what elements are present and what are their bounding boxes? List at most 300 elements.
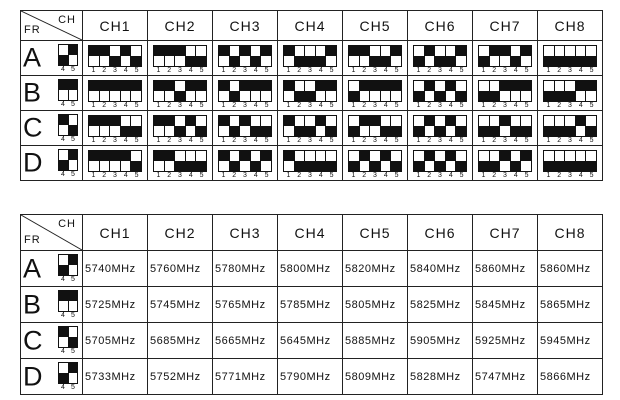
- switch-slot: [59, 150, 68, 170]
- switch-slot: [154, 46, 164, 66]
- dip-setting-cell: [278, 111, 343, 146]
- switch-slot: [499, 151, 510, 171]
- switch-number: 1: [351, 172, 356, 179]
- switch-slot: [369, 116, 380, 136]
- switch-numbers: [88, 172, 142, 180]
- dip-setting-cell: [473, 41, 538, 76]
- switch-slot: [219, 46, 229, 66]
- frequency-cell: 5752MHz: [148, 359, 213, 395]
- switch-slot: [68, 150, 78, 170]
- switch-number: 2: [427, 102, 432, 109]
- switch-slot: [544, 81, 554, 101]
- dip-channel-header: CH3: [213, 11, 278, 41]
- switch-number: 3: [113, 102, 117, 109]
- switch-slot: [99, 81, 110, 101]
- switch-number: 5: [71, 171, 75, 178]
- switch-number: 4: [61, 312, 65, 319]
- freq-channel-header: CH5: [343, 215, 408, 251]
- dip-band-row: [21, 111, 603, 146]
- switch-slot: [120, 116, 131, 136]
- switch-numbers: [413, 172, 467, 180]
- switch-number: 5: [264, 102, 269, 109]
- switch-number: 2: [557, 172, 562, 179]
- switch-number: 1: [156, 67, 161, 74]
- switch-number: 3: [113, 172, 117, 179]
- switch-number: 5: [329, 137, 334, 144]
- switch-cells: [478, 80, 532, 102]
- switch-numbers: [153, 102, 207, 110]
- dip-setting-cell: [343, 146, 408, 181]
- switch-number: 1: [481, 67, 486, 74]
- switch-cells: [58, 254, 78, 276]
- switch-slot: [575, 116, 586, 136]
- switch-number: 2: [492, 172, 497, 179]
- switch-slot: [174, 151, 185, 171]
- switch-slot: [304, 151, 315, 171]
- dip-header-row: [21, 11, 603, 41]
- switch-number: 3: [568, 102, 572, 109]
- dip-switch-icon: [88, 45, 142, 75]
- switch-number: 2: [297, 102, 302, 109]
- switch-number: 3: [438, 137, 442, 144]
- switch-number: 3: [438, 102, 442, 109]
- switch-slot: [499, 46, 510, 66]
- switch-slot: [564, 151, 575, 171]
- switch-number: 5: [71, 312, 75, 319]
- switch-number: 4: [61, 66, 65, 73]
- switch-slot: [219, 116, 229, 136]
- switch-slot: [130, 81, 141, 101]
- switch-number: 2: [232, 137, 237, 144]
- dip-switch-icon: [413, 150, 467, 180]
- frequency-cell: 5925MHz: [473, 323, 538, 359]
- dip-switch-icon: [218, 115, 272, 145]
- switch-number: 2: [232, 67, 237, 74]
- freq-band-row: [21, 323, 603, 359]
- switch-number: 2: [492, 137, 497, 144]
- switch-slot: [390, 46, 401, 66]
- switch-number: 5: [394, 67, 399, 74]
- switch-slot: [185, 151, 196, 171]
- switch-cells: [413, 150, 467, 172]
- dip-switch-icon: [543, 80, 597, 110]
- band-letter: C: [23, 112, 43, 143]
- switch-slot: [390, 116, 401, 136]
- switch-number: 4: [383, 172, 388, 179]
- switch-number: 5: [524, 102, 529, 109]
- switch-number: 4: [61, 276, 65, 283]
- switch-cells: [543, 80, 597, 102]
- switch-slot: [489, 116, 500, 136]
- switch-numbers: [543, 102, 597, 110]
- switch-slot: [89, 151, 99, 171]
- dip-band-row: [21, 41, 603, 76]
- band-cell: [21, 111, 83, 146]
- switch-number: 5: [264, 172, 269, 179]
- switch-number: 1: [221, 102, 226, 109]
- band-dip-switch-icon: [58, 254, 78, 284]
- switch-slot: [260, 151, 271, 171]
- frequency-cell: 5845MHz: [473, 287, 538, 323]
- dip-setting-cell: [148, 111, 213, 146]
- switch-number: 2: [102, 102, 107, 109]
- switch-slot: [315, 151, 326, 171]
- switch-slot: [349, 46, 359, 66]
- frequency-cell: 5725MHz: [83, 287, 148, 323]
- dip-switch-icon: [153, 45, 207, 75]
- switch-cells: [478, 150, 532, 172]
- switch-number: 3: [438, 67, 442, 74]
- switch-slot: [68, 115, 78, 135]
- switch-cells: [153, 150, 207, 172]
- switch-number: 3: [243, 67, 247, 74]
- switch-number: 4: [513, 137, 518, 144]
- switch-number: 2: [102, 172, 107, 179]
- switch-number: 2: [232, 172, 237, 179]
- switch-slot: [130, 116, 141, 136]
- dip-setting-cell: [408, 111, 473, 146]
- dip-switch-icon: [283, 150, 337, 180]
- switch-number: 2: [102, 137, 107, 144]
- frequency-cell: 5800MHz: [278, 251, 343, 287]
- switch-slot: [479, 151, 489, 171]
- switch-slot: [59, 115, 68, 135]
- band-dip-switch-icon: [58, 326, 78, 356]
- switch-numbers: [283, 137, 337, 145]
- switch-slot: [445, 116, 456, 136]
- switch-slot: [499, 116, 510, 136]
- switch-slot: [585, 116, 596, 136]
- switch-slot: [99, 46, 110, 66]
- switch-number: 3: [373, 172, 377, 179]
- switch-number: 5: [199, 102, 204, 109]
- switch-number: 4: [253, 172, 258, 179]
- frequency-cell: 5820MHz: [343, 251, 408, 287]
- dip-switch-icon: [283, 115, 337, 145]
- switch-numbers: [58, 348, 78, 356]
- switch-number: 5: [394, 102, 399, 109]
- switch-slot: [575, 151, 586, 171]
- switch-number: 1: [91, 172, 96, 179]
- freq-channel-header: CH1: [83, 215, 148, 251]
- switch-slot: [414, 151, 424, 171]
- switch-slot: [414, 46, 424, 66]
- band-cell: [21, 251, 83, 287]
- switch-cells: [543, 150, 597, 172]
- frequency-cell: 5785MHz: [278, 287, 343, 323]
- switch-number: 1: [221, 172, 226, 179]
- switch-cells: [218, 150, 272, 172]
- switch-number: 3: [568, 137, 572, 144]
- switch-numbers: [543, 137, 597, 145]
- switch-number: 4: [318, 67, 323, 74]
- switch-numbers: [348, 137, 402, 145]
- switch-cells: [348, 45, 402, 67]
- switch-cells: [283, 150, 337, 172]
- band-cell: [21, 76, 83, 111]
- switch-slot: [68, 327, 78, 347]
- switch-number: 5: [394, 137, 399, 144]
- freq-channel-header: CH6: [408, 215, 473, 251]
- switch-number: 3: [308, 172, 312, 179]
- switch-number: 4: [383, 137, 388, 144]
- switch-numbers: [283, 102, 337, 110]
- switch-numbers: [413, 137, 467, 145]
- dip-switch-icon: [478, 45, 532, 75]
- band-cell: [21, 287, 83, 323]
- switch-number: 3: [503, 137, 507, 144]
- switch-number: 4: [123, 137, 128, 144]
- switch-number: 5: [589, 67, 594, 74]
- dip-switch-table: [20, 10, 603, 181]
- band-letter: B: [23, 77, 42, 108]
- switch-slot: [164, 81, 175, 101]
- switch-slot: [250, 81, 261, 101]
- switch-slot: [109, 46, 120, 66]
- switch-number: 1: [286, 172, 291, 179]
- switch-cells: [88, 80, 142, 102]
- switch-number: 4: [61, 101, 65, 108]
- switch-slot: [229, 151, 240, 171]
- switch-number: 4: [448, 102, 453, 109]
- dip-switch-icon: [153, 80, 207, 110]
- switch-number: 5: [264, 67, 269, 74]
- switch-slot: [68, 291, 78, 311]
- switch-numbers: [543, 67, 597, 75]
- switch-number: 2: [167, 137, 172, 144]
- switch-slot: [185, 116, 196, 136]
- dip-switch-icon: [348, 45, 402, 75]
- switch-slot: [325, 81, 336, 101]
- band-dip-switch-icon: [58, 44, 78, 74]
- switch-number: 5: [71, 276, 75, 283]
- switch-slot: [250, 116, 261, 136]
- switch-number: 2: [362, 137, 367, 144]
- switch-slot: [315, 81, 326, 101]
- ch-label: CH: [58, 218, 76, 230]
- switch-number: 5: [134, 172, 139, 179]
- switch-slot: [120, 81, 131, 101]
- switch-cells: [413, 115, 467, 137]
- dip-setting-cell: [408, 76, 473, 111]
- switch-slot: [585, 81, 596, 101]
- switch-number: 2: [362, 67, 367, 74]
- switch-slot: [294, 46, 305, 66]
- switch-number: 4: [253, 67, 258, 74]
- band-letter: C: [23, 325, 43, 355]
- switch-slot: [294, 116, 305, 136]
- switch-number: 4: [578, 67, 583, 74]
- switch-number: 1: [416, 137, 421, 144]
- switch-numbers: [58, 171, 78, 179]
- switch-cells: [348, 80, 402, 102]
- switch-slot: [304, 46, 315, 66]
- switch-number: 4: [123, 102, 128, 109]
- switch-slot: [239, 81, 250, 101]
- switch-numbers: [58, 136, 78, 144]
- frequency-cell: 5805MHz: [343, 287, 408, 323]
- switch-number: 3: [243, 137, 247, 144]
- switch-number: 3: [243, 172, 247, 179]
- freq-band-row: [21, 251, 603, 287]
- dip-channel-header: CH4: [278, 11, 343, 41]
- band-letter: D: [23, 361, 43, 391]
- dip-switch-icon: [88, 80, 142, 110]
- switch-cells: [283, 115, 337, 137]
- switch-slot: [520, 81, 531, 101]
- switch-cells: [58, 290, 78, 312]
- switch-number: 4: [513, 102, 518, 109]
- switch-slot: [520, 116, 531, 136]
- fr-label: FR: [24, 24, 41, 36]
- switch-slot: [349, 116, 359, 136]
- switch-number: 4: [253, 137, 258, 144]
- frequency-table: [20, 214, 603, 395]
- switch-number: 4: [61, 348, 65, 355]
- switch-slot: [174, 116, 185, 136]
- dip-switch-icon: [543, 115, 597, 145]
- switch-number: 3: [503, 172, 507, 179]
- switch-number: 4: [383, 67, 388, 74]
- freq-corner-cell: [21, 215, 83, 251]
- switch-numbers: [413, 102, 467, 110]
- switch-number: 5: [459, 137, 464, 144]
- switch-number: 4: [188, 67, 193, 74]
- switch-number: 2: [167, 67, 172, 74]
- switch-slot: [359, 116, 370, 136]
- switch-number: 2: [492, 102, 497, 109]
- switch-number: 5: [459, 172, 464, 179]
- switch-cells: [218, 80, 272, 102]
- switch-slot: [174, 46, 185, 66]
- dip-setting-cell: [148, 41, 213, 76]
- switch-numbers: [478, 137, 532, 145]
- switch-number: 1: [416, 67, 421, 74]
- switch-cells: [348, 150, 402, 172]
- switch-number: 5: [329, 172, 334, 179]
- switch-slot: [164, 151, 175, 171]
- switch-numbers: [478, 67, 532, 75]
- dip-setting-cell: [83, 76, 148, 111]
- switch-number: 1: [156, 172, 161, 179]
- switch-slot: [359, 151, 370, 171]
- dip-switch-icon: [478, 115, 532, 145]
- dip-setting-cell: [408, 146, 473, 181]
- frequency-cell: 5733MHz: [83, 359, 148, 395]
- dip-setting-cell: [213, 41, 278, 76]
- switch-slot: [130, 151, 141, 171]
- switch-slot: [544, 46, 554, 66]
- switch-number: 5: [134, 137, 139, 144]
- switch-number: 4: [318, 137, 323, 144]
- dip-switch-icon: [413, 80, 467, 110]
- switch-slot: [479, 46, 489, 66]
- switch-number: 4: [383, 102, 388, 109]
- switch-slot: [284, 46, 294, 66]
- switch-slot: [59, 255, 68, 275]
- switch-slot: [99, 151, 110, 171]
- dip-setting-cell: [538, 76, 603, 111]
- switch-slot: [239, 46, 250, 66]
- switch-number: 4: [253, 102, 258, 109]
- switch-number: 4: [61, 171, 65, 178]
- switch-slot: [109, 116, 120, 136]
- switch-number: 5: [329, 102, 334, 109]
- switch-number: 4: [578, 137, 583, 144]
- switch-slot: [304, 81, 315, 101]
- dip-setting-cell: [148, 76, 213, 111]
- switch-number: 2: [557, 102, 562, 109]
- switch-number: 5: [71, 348, 75, 355]
- switch-number: 1: [286, 102, 291, 109]
- switch-slot: [130, 46, 141, 66]
- switch-slot: [489, 151, 500, 171]
- switch-number: 5: [199, 172, 204, 179]
- dip-channel-header: CH8: [538, 11, 603, 41]
- switch-slot: [575, 46, 586, 66]
- switch-number: 3: [438, 172, 442, 179]
- switch-slot: [510, 46, 521, 66]
- switch-slot: [185, 81, 196, 101]
- dip-setting-cell: [473, 146, 538, 181]
- switch-number: 3: [113, 67, 117, 74]
- switch-number: 5: [134, 67, 139, 74]
- switch-slot: [359, 46, 370, 66]
- switch-cells: [58, 114, 78, 136]
- switch-number: 1: [156, 102, 161, 109]
- switch-number: 3: [503, 67, 507, 74]
- switch-slot: [154, 151, 164, 171]
- switch-slot: [260, 116, 271, 136]
- switch-slot: [510, 116, 521, 136]
- dip-channel-header: CH6: [408, 11, 473, 41]
- switch-cells: [153, 80, 207, 102]
- switch-slot: [520, 46, 531, 66]
- switch-slot: [325, 46, 336, 66]
- freq-channel-header: CH2: [148, 215, 213, 251]
- dip-setting-cell: [148, 146, 213, 181]
- dip-switch-icon: [348, 115, 402, 145]
- switch-slot: [544, 151, 554, 171]
- switch-number: 2: [557, 137, 562, 144]
- switch-number: 2: [297, 137, 302, 144]
- switch-number: 2: [167, 172, 172, 179]
- switch-slot: [315, 46, 326, 66]
- band-dip-switch-icon: [58, 290, 78, 320]
- switch-slot: [554, 81, 565, 101]
- dip-channel-header: CH1: [83, 11, 148, 41]
- dip-setting-cell: [83, 146, 148, 181]
- switch-slot: [154, 81, 164, 101]
- switch-number: 2: [557, 67, 562, 74]
- switch-number: 1: [481, 137, 486, 144]
- switch-cells: [478, 115, 532, 137]
- switch-slot: [554, 46, 565, 66]
- switch-number: 3: [178, 102, 182, 109]
- dip-channel-header: CH2: [148, 11, 213, 41]
- band-cell: [21, 323, 83, 359]
- dip-setting-cell: [343, 76, 408, 111]
- switch-slot: [59, 80, 68, 100]
- switch-numbers: [478, 102, 532, 110]
- switch-number: 1: [546, 67, 551, 74]
- switch-slot: [154, 116, 164, 136]
- switch-slot: [59, 45, 68, 65]
- switch-cells: [58, 362, 78, 384]
- switch-number: 3: [178, 67, 182, 74]
- band-dip-switch-icon: [58, 149, 78, 179]
- switch-number: 2: [232, 102, 237, 109]
